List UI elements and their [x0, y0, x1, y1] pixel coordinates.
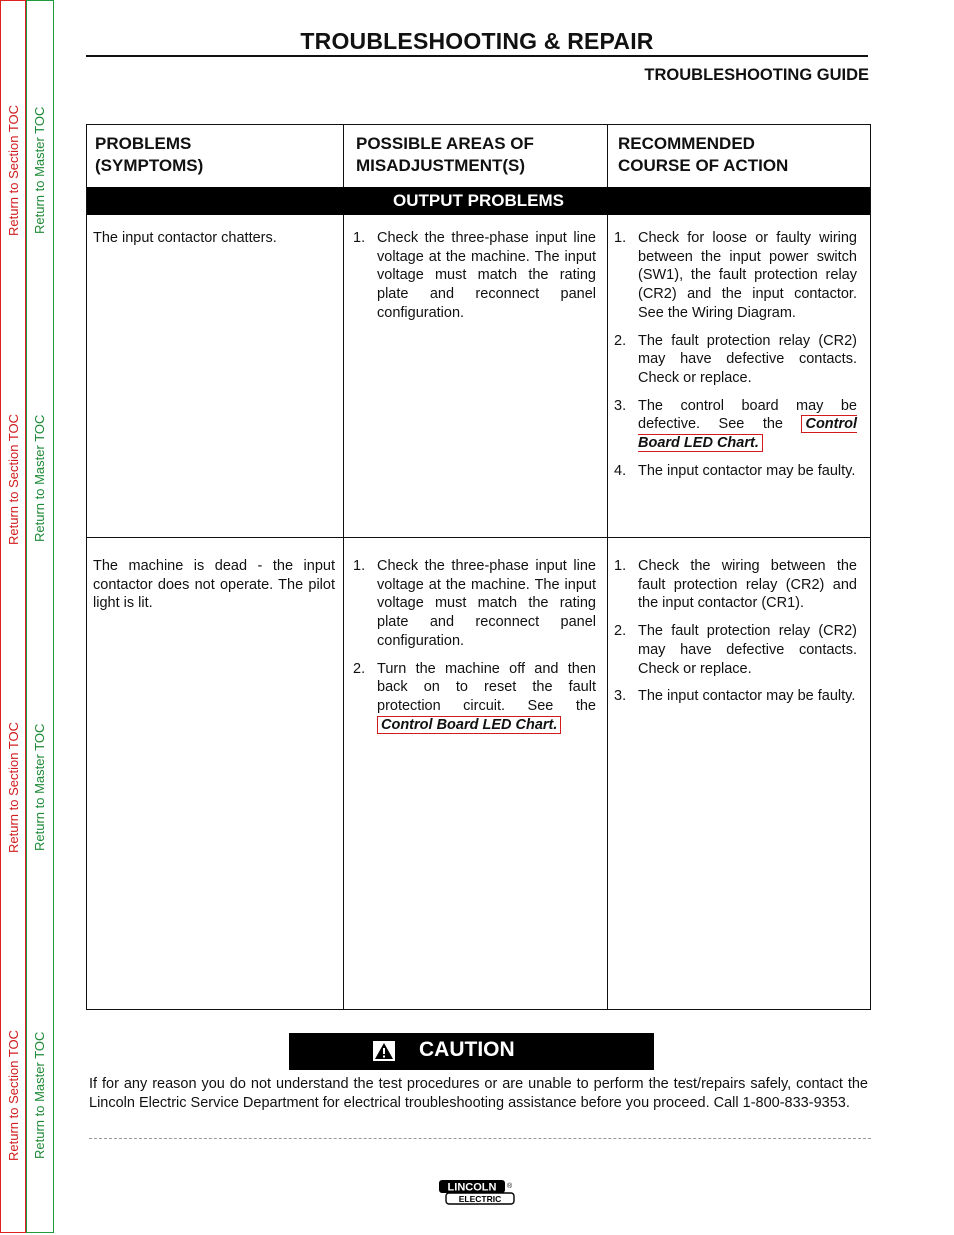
header-misadjustments-line1: POSSIBLE AREAS OF — [356, 134, 534, 153]
header-misadjustments-line2: MISADJUSTMENT(S) — [356, 156, 526, 175]
return-to-section-toc-link[interactable]: Return to Section TOC — [6, 104, 21, 236]
title-rule — [86, 55, 868, 57]
list-item — [614, 332, 857, 388]
list-item — [614, 397, 857, 453]
item-number: 2. — [614, 623, 627, 640]
table-row-2-actions — [614, 557, 857, 715]
item-text: The input contactor may be faulty. — [638, 462, 856, 479]
return-to-master-toc-link[interactable]: Return to Master TOC — [32, 1031, 47, 1159]
logo-line2: ELECTRIC — [458, 1194, 502, 1204]
item-text: Check the wiring between the fault protection relay (CR2) and the input contactor (CR1). — [638, 558, 857, 612]
troubleshooting-table — [86, 124, 871, 1010]
return-to-section-toc-link[interactable]: Return to Section TOC — [6, 721, 21, 853]
header-problems-line2: (SYMPTOMS) — [95, 156, 204, 175]
item-text: Check the three-phase input line voltage at the machine. The input voltage must match the rating plate and reconnect panel configuration. — [377, 230, 596, 321]
header-misadjustments — [356, 133, 534, 177]
table-row-2-areas — [353, 557, 596, 743]
caution-text: If for any reason you do not understand the test procedures or are unable to perform the test/repairs safely, contact the Lincoln Electric Service Department for electrical troubleshooting assistance before you proceed. Call 1-800-833-9353. — [89, 1076, 868, 1111]
return-to-master-toc-link[interactable]: Return to Master TOC — [32, 414, 47, 542]
item-text: The fault protection relay (CR2) may have defective contacts. Check or replace. — [638, 623, 857, 677]
table-row-2-problem — [93, 557, 335, 613]
list-item — [614, 557, 857, 613]
return-to-section-toc-link[interactable]: Return to Section TOC — [6, 1029, 21, 1161]
list-item — [614, 462, 857, 481]
list-item — [353, 660, 596, 735]
return-to-section-toc-link[interactable]: Return to Section TOC — [6, 413, 21, 545]
return-to-master-toc-link[interactable]: Return to Master TOC — [32, 723, 47, 851]
warning-triangle-icon — [373, 1041, 395, 1061]
control-board-led-chart-link[interactable]: Control Board LED Chart. — [638, 416, 858, 452]
item-number: 1. — [353, 558, 366, 574]
registered-mark: ® — [507, 1183, 513, 1190]
table-row-1-problem — [93, 229, 335, 248]
item-text: Turn the machine off and then back on to reset the fault protection circuit. See the — [377, 660, 596, 714]
header-problems-line1: PROBLEMS — [95, 134, 192, 153]
problem-text: The machine is dead - the input contactor does not operate. The pilot light is lit. — [93, 558, 335, 612]
logo-line1: LINCOLN — [447, 1181, 497, 1194]
item-text: The fault protection relay (CR2) may have defective contacts. Check or replace. — [638, 332, 857, 386]
column-divider — [343, 125, 344, 1009]
item-number: 2. — [353, 660, 366, 677]
caution-banner — [289, 1033, 654, 1070]
list-item — [614, 229, 857, 323]
page-title: TROUBLESHOOTING & REPAIR — [300, 28, 654, 54]
item-text: The control board may be defective. See the — [638, 397, 857, 433]
item-number: 1. — [614, 558, 627, 574]
table-row-1-areas — [353, 229, 596, 332]
list-item — [353, 229, 596, 323]
list-item — [614, 687, 857, 706]
problem-text: The input contactor chatters. — [93, 230, 277, 246]
header-problems — [95, 133, 203, 177]
list-item — [353, 557, 596, 651]
item-number: 1. — [614, 230, 627, 246]
dashed-divider — [89, 1138, 871, 1139]
item-number: 3. — [614, 397, 627, 414]
control-board-led-chart-link[interactable]: Control Board LED Chart. — [377, 716, 561, 734]
output-problems-band: OUTPUT PROBLEMS — [87, 187, 870, 215]
header-course-of-action — [618, 133, 788, 177]
header-action-line2: COURSE OF ACTION — [618, 156, 789, 175]
caution-label: CAUTION — [419, 1038, 515, 1061]
item-text: Check the three-phase input line voltage at the machine. The input voltage must match the rating plate and reconnect panel configuration. — [377, 558, 596, 649]
column-divider — [607, 125, 608, 1009]
header-action-line1: RECOMMENDED — [618, 134, 755, 153]
item-text: Check for loose or faulty wiring between the input power switch (SW1), the fault protection relay (CR2) and the input contactor. See the Wiring Diagram. — [638, 230, 857, 321]
lincoln-electric-logo — [438, 1178, 516, 1206]
item-number: 1. — [353, 230, 366, 246]
item-text: The input contactor may be faulty. — [638, 688, 856, 705]
list-item — [614, 622, 857, 678]
item-number: 2. — [614, 332, 627, 349]
row-divider — [87, 537, 870, 538]
item-number: 4. — [614, 462, 627, 479]
section-subtitle: TROUBLESHOOTING GUIDE — [644, 66, 869, 84]
return-to-master-toc-link[interactable]: Return to Master TOC — [32, 106, 47, 234]
table-row-1-actions — [614, 229, 857, 489]
item-number: 3. — [614, 688, 627, 705]
